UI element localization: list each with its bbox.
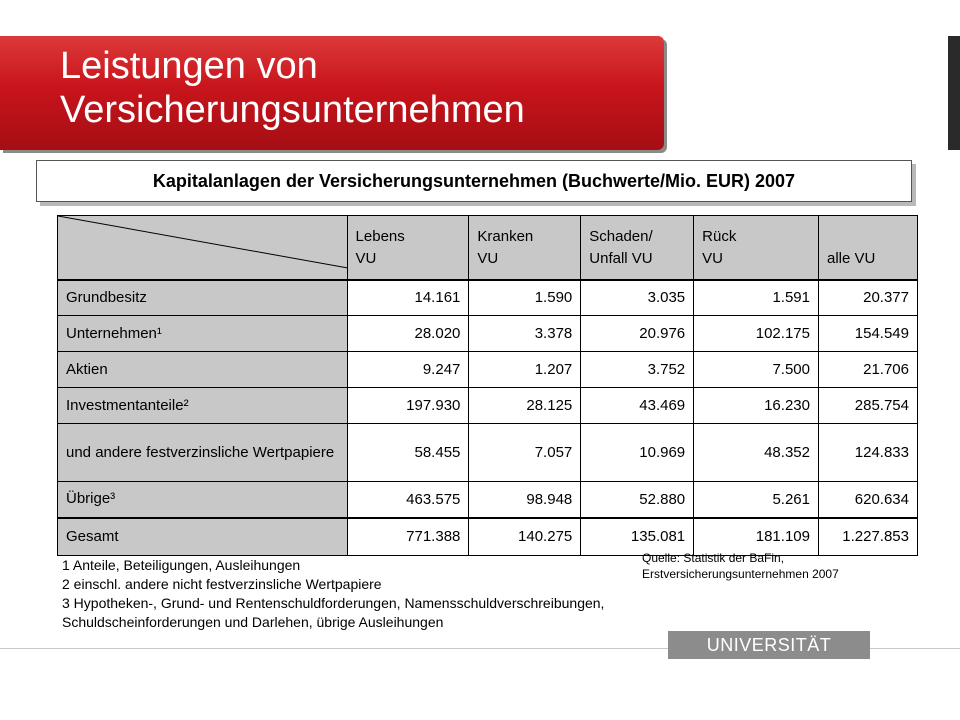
page-title — [60, 44, 660, 132]
table-cell: 3.752 — [581, 352, 694, 388]
footnote: Schuldscheinforderungen und Darlehen, übrige Ausleihungen — [62, 614, 444, 630]
row-label: und andere festverzinsliche Wertpapiere — [58, 424, 348, 482]
investment-table — [57, 215, 918, 556]
row-label: Investmentanteile² — [58, 388, 348, 424]
table-cell: 48.352 — [694, 424, 819, 482]
column-header-line: Rück — [702, 228, 737, 245]
table-cell: 14.161 — [347, 280, 469, 316]
table-title: Kapitalanlagen der Versicherungsunternehmen (Buchwerte/Mio. EUR) 2007 — [36, 160, 912, 202]
source-line: Quelle: Statistik der BaFin, — [642, 551, 785, 565]
table-cell: 140.275 — [469, 518, 581, 556]
column-header-alle — [818, 216, 917, 280]
row-label: Übrige³ — [58, 482, 348, 518]
table-cell: 20.976 — [581, 316, 694, 352]
row-label: Aktien — [58, 352, 348, 388]
table-cell: 1.207 — [469, 352, 581, 388]
column-header-line: alle VU — [826, 250, 876, 267]
column-header-line: VU — [477, 250, 499, 267]
table-cell: 197.930 — [347, 388, 469, 424]
footnote: 3 Hypotheken-, Grund- und Rentenschuldforderungen, Namensschuldverschreibungen, — [62, 595, 605, 611]
table-cell: 285.754 — [818, 388, 917, 424]
corner-header-cell — [58, 216, 348, 280]
table-row-grundbesitz — [58, 280, 918, 316]
column-header-schaden — [581, 216, 694, 280]
page-title-line2: Versicherungsunternehmen — [60, 89, 525, 131]
column-header-rueck — [694, 216, 819, 280]
row-label: Grundbesitz — [58, 280, 348, 316]
table-cell: 52.880 — [581, 482, 694, 518]
table-cell: 58.455 — [347, 424, 469, 482]
table-cell: 9.247 — [347, 352, 469, 388]
table-cell: 10.969 — [581, 424, 694, 482]
table-cell: 771.388 — [347, 518, 469, 556]
table-cell: 463.575 — [347, 482, 469, 518]
table-cell: 7.500 — [694, 352, 819, 388]
table-cell: 98.948 — [469, 482, 581, 518]
table-cell: 28.125 — [469, 388, 581, 424]
table-cell: 20.377 — [818, 280, 917, 316]
table-cell: 28.020 — [347, 316, 469, 352]
row-label: Gesamt — [58, 518, 348, 556]
table-row-uebrige — [58, 482, 918, 518]
table-cell: 3.035 — [581, 280, 694, 316]
table-cell: 5.261 — [694, 482, 819, 518]
footnote: 1 Anteile, Beteiligungen, Ausleihungen — [62, 557, 301, 573]
table-cell: 620.634 — [818, 482, 917, 518]
table-cell: 181.109 — [694, 518, 819, 556]
university-logo: UNIVERSITÄT LEIPZIG — [668, 631, 870, 659]
column-header-line: Lebens — [355, 228, 405, 245]
source-line: Erstversicherungsunternehmen 2007 — [642, 567, 839, 581]
column-header-lebens — [347, 216, 469, 280]
table-cell: 7.057 — [469, 424, 581, 482]
table-cell: 3.378 — [469, 316, 581, 352]
column-header-line: VU — [355, 250, 377, 267]
source-note — [642, 550, 839, 582]
table-cell: 102.175 — [694, 316, 819, 352]
row-label: Unternehmen¹ — [58, 316, 348, 352]
table-cell: 21.706 — [818, 352, 917, 388]
page-title-line1: Leistungen von — [60, 45, 318, 87]
column-header-line: Unfall VU — [589, 250, 653, 267]
table-row-festverzinsliche — [58, 424, 918, 482]
table-cell: 43.469 — [581, 388, 694, 424]
table-cell: 1.227.853 — [818, 518, 917, 556]
table-cell: 135.081 — [581, 518, 694, 556]
footnotes — [62, 556, 604, 632]
column-header-line: Schaden/ — [589, 228, 653, 245]
column-header-line: Kranken — [477, 228, 534, 245]
table-cell: 1.591 — [694, 280, 819, 316]
diagonal-divider — [58, 216, 348, 280]
table-row-investmentanteile — [58, 388, 918, 424]
column-header-line: VU — [702, 250, 723, 267]
table-row-aktien — [58, 352, 918, 388]
table-row-unternehmen — [58, 316, 918, 352]
table-cell: 1.590 — [469, 280, 581, 316]
table-header-row — [58, 216, 918, 280]
column-header-line — [827, 226, 909, 248]
right-edge-bar — [948, 36, 960, 150]
table-cell: 124.833 — [818, 424, 917, 482]
table-cell: 16.230 — [694, 388, 819, 424]
footnote: 2 einschl. andere nicht festverzinsliche Wertpapiere — [62, 576, 382, 592]
column-header-kranken — [469, 216, 581, 280]
table-cell: 154.549 — [818, 316, 917, 352]
